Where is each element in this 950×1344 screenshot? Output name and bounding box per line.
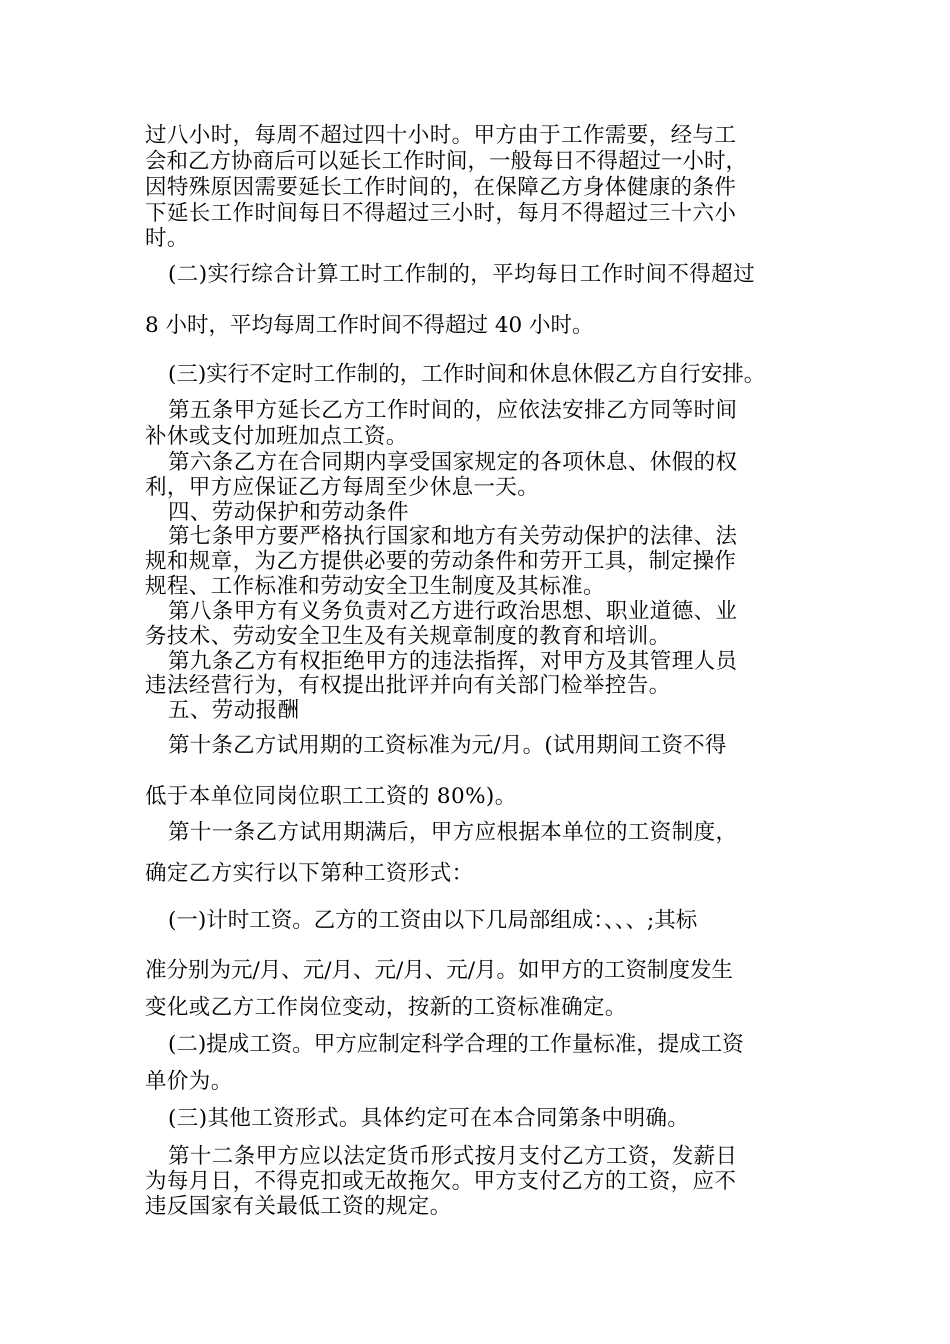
text-line: 为每月日，不得克扣或无故拖欠。甲方支付乙方的工资，应不 — [145, 1169, 737, 1194]
text-line: 利，甲方应保证乙方每周至少休息一天。 — [145, 475, 540, 500]
text-line: 会和乙方协商后可以延长工作时间，一般每日不得超过一小时， — [145, 149, 748, 174]
text-line: 变化或乙方工作岗位变动，按新的工资标准确定。 — [145, 995, 627, 1020]
text-line: 低于本单位同岗位职工工资的 80%)。 — [145, 784, 517, 809]
section-heading: 五、劳动报酬 — [168, 698, 300, 723]
text-line: 第九条乙方有权拒绝甲方的违法指挥，对甲方及其管理人员 — [168, 649, 738, 674]
text-line: (三)实行不定时工作制的，工作时间和休息休假乙方自行安排。 — [168, 362, 766, 387]
text-line: 过八小时，每周不超过四十小时。甲方由于工作需要，经与工 — [145, 123, 737, 148]
text-line: 违法经营行为，有权提出批评并向有关部门检举控告。 — [145, 673, 671, 698]
text-line: 务技术、劳动安全卫生及有关规章制度的教育和培训。 — [145, 624, 671, 649]
text-line: 时。 — [145, 226, 189, 251]
text-line: 因特殊原因需要延长工作时间的，在保障乙方身体健康的条件 — [145, 175, 737, 200]
text-line: 规和规章，为乙方提供必要的劳动条件和劳开工具，制定操作 — [145, 549, 737, 574]
text-line: 第十二条甲方应以法定货币形式按月支付乙方工资，发薪日 — [168, 1144, 738, 1169]
text-line: 第八条甲方有义务负责对乙方进行政治思想、职业道德、业 — [168, 599, 738, 624]
text-line: (二)实行综合计算工时工作制的，平均每日工作时间不得超过 — [168, 262, 755, 287]
text-line: 补休或支付加班加点工资。 — [145, 424, 408, 449]
text-line: 规程、工作标准和劳动安全卫生制度及其标准。 — [145, 574, 605, 599]
section-heading: 四、劳动保护和劳动条件 — [168, 500, 409, 525]
text-line: 第七条甲方要严格执行国家和地方有关劳动保护的法律、法 — [168, 524, 738, 549]
text-line: 第十一条乙方试用期满后，甲方应根据本单位的工资制度， — [168, 820, 738, 845]
text-line: 第十条乙方试用期的工资标准为元/月。(试用期间工资不得 — [168, 733, 727, 758]
text-line: 确定乙方实行以下第种工资形式： — [145, 861, 474, 886]
text-line: 违反国家有关最低工资的规定。 — [145, 1194, 452, 1219]
text-line: (三)其他工资形式。具体约定可在本合同第条中明确。 — [168, 1106, 690, 1131]
text-line: 第六条乙方在合同期内享受国家规定的各项休息、休假的权 — [168, 450, 738, 475]
text-line: (一)计时工资。乙方的工资由以下几局部组成：、、、;其标 — [168, 908, 698, 933]
text-line: 单价为。 — [145, 1069, 233, 1094]
text-line: 8 小时，平均每周工作时间不得超过 40 小时。 — [145, 313, 594, 338]
text-line: 准分别为元/月、元/月、元/月、元/月。如甲方的工资制度发生 — [145, 958, 733, 983]
text-line: (二)提成工资。甲方应制定科学合理的工作量标准，提成工资 — [168, 1032, 744, 1057]
text-line: 下延长工作时间每日不得超过三小时，每月不得超过三十六小 — [145, 201, 737, 226]
text-line: 第五条甲方延长乙方工作时间的，应依法安排乙方同等时间 — [168, 398, 738, 423]
